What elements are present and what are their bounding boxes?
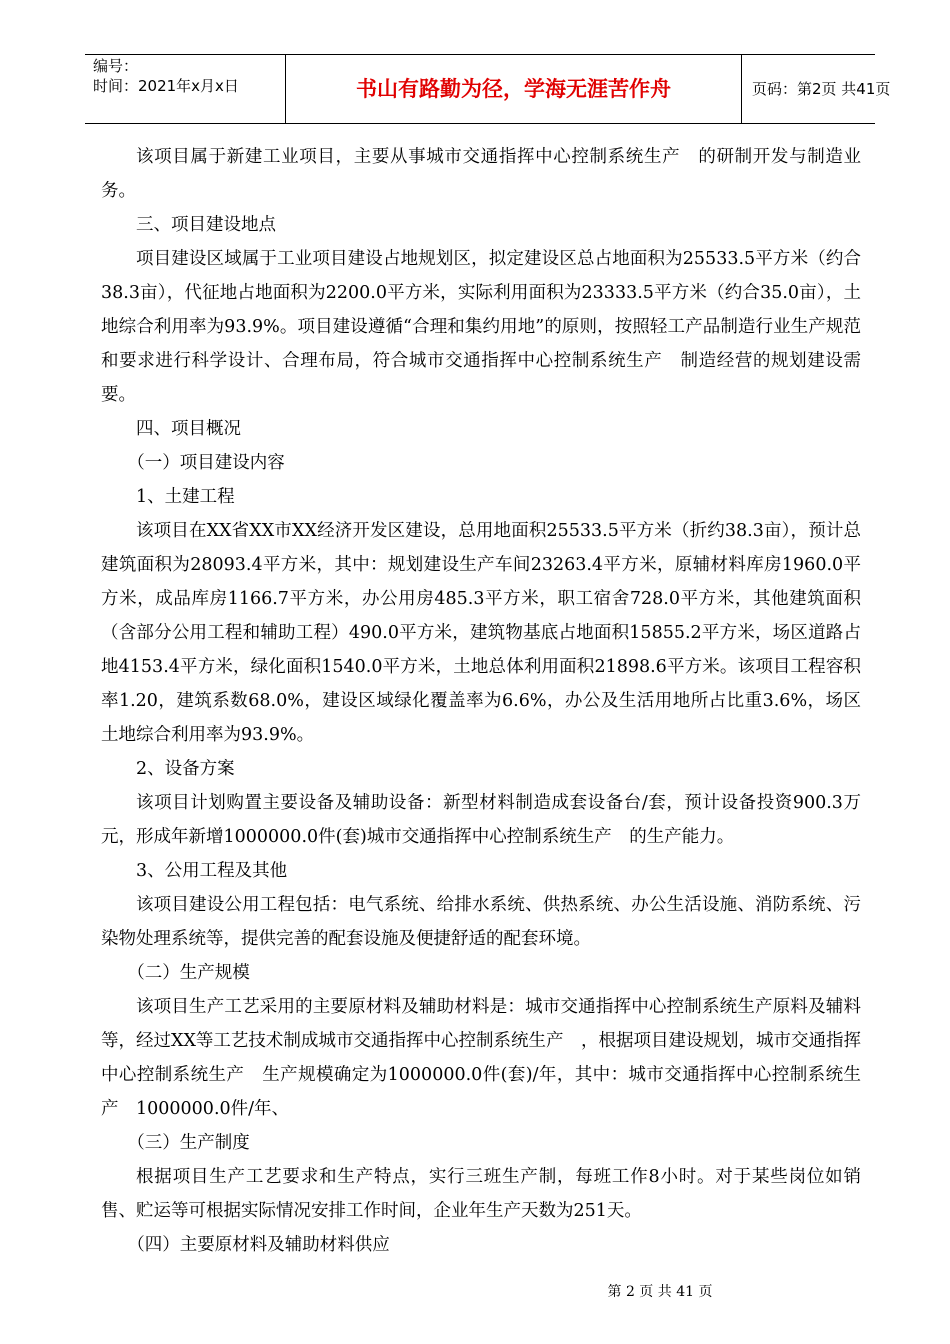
- header-info-cell: [85, 55, 285, 123]
- document-body: [101, 140, 861, 1262]
- footer-page-number: 第 2 页 共 41 页: [607, 1284, 713, 1300]
- document-time-label: 时间：2021年x月x日: [93, 77, 239, 95]
- body-paragraph: 该项目建设公用工程包括：电气系统、给排水系统、供热系统、办公生活设施、消防系统、污染物处理系统等，提供完善的配套设施及便捷舒适的配套环境。: [101, 895, 861, 949]
- item-heading: 3、公用工程及其他: [136, 861, 288, 881]
- header-page-cell: [740, 55, 891, 123]
- header-motto: 书山有路勤为径，学海无涯苦作舟: [356, 77, 671, 101]
- item-heading: 1、土建工程: [136, 487, 235, 507]
- subsection-heading: （三）生产制度: [127, 1133, 250, 1153]
- body-paragraph: 该项目属于新建工业项目，主要从事城市交通指挥中心控制系统生产 的研制开发与制造业务。: [101, 147, 861, 201]
- subsection-heading: （二）生产规模: [127, 963, 250, 983]
- subsection-heading: （四）主要原材料及辅助材料供应: [127, 1235, 390, 1255]
- body-paragraph: 该项目计划购置主要设备及辅助设备：新型材料制造成套设备台/套，预计设备投资900.3万元，形成年新增1000000.0件(套)城市交通指挥中心控制系统生产 的生产能力。: [101, 793, 861, 847]
- page-header: [85, 54, 891, 124]
- document-number-label: 编号：: [93, 57, 139, 75]
- subsection-heading: （一）项目建设内容: [127, 453, 285, 473]
- body-paragraph: 项目建设区域属于工业项目建设占地规划区，拟定建设区总占地面积为25533.5平方米（约合38.3亩），代征地占地面积为2200.0平方米，实际利用面积为23333.5平方米（约合35.0亩），土地综合利用率为93.9%。项目建设遵循“合理和集约用地”的原则，按照轻工产品制造行业生产规范和要求进行科学设计、合理布局，符合城市交通指挥中心控制系统生产 制造经营的规划建设需要。: [101, 249, 861, 405]
- body-paragraph: 根据项目生产工艺要求和生产特点，实行三班生产制，每班工作8小时。对于某些岗位如销售、贮运等可根据实际情况安排工作时间，企业年生产天数为251天。: [101, 1167, 861, 1221]
- page-footer: [0, 1281, 950, 1301]
- body-paragraph: 该项目在XX省XX市XX经济开发区建设，总用地面积25533.5平方米（折约38.3亩），预计总建筑面积为28093.4平方米，其中：规划建设生产车间23263.4平方米，原辅材料库房1960.0平方米，成品库房1166.7平方米，办公用房485.3平方米，职工宿舍728.0平方米，其他建筑面积（含部分公用工程和辅助工程）490.0平方米，建筑物基底占地面积15855.2平方米，场区道路占地4153.4平方米，绿化面积1540.0平方米，土地总体利用面积21898.6平方米。该项目工程容积率1.20，建筑系数68.0%，建设区域绿化覆盖率为6.6%，办公及生活用地所占比重3.6%，场区土地综合利用率为93.9%。: [101, 521, 861, 745]
- body-paragraph: 该项目生产工艺采用的主要原材料及辅助材料是：城市交通指挥中心控制系统生产原料及辅料等，经过XX等工艺技术制成城市交通指挥中心控制系统生产 ，根据项目建设规划，城市交通指挥中心控制系统生产 生产规模确定为1000000.0件(套)/年，其中：城市交通指挥中心控制系统生产 1000000.0件/年、: [101, 997, 861, 1119]
- section-heading: 三、项目建设地点: [136, 215, 276, 235]
- section-heading: 四、项目概况: [136, 419, 241, 439]
- item-heading: 2、设备方案: [136, 759, 235, 779]
- header-page-number: 页码：第2页 共41页: [752, 80, 891, 98]
- header-motto-cell: [285, 55, 742, 123]
